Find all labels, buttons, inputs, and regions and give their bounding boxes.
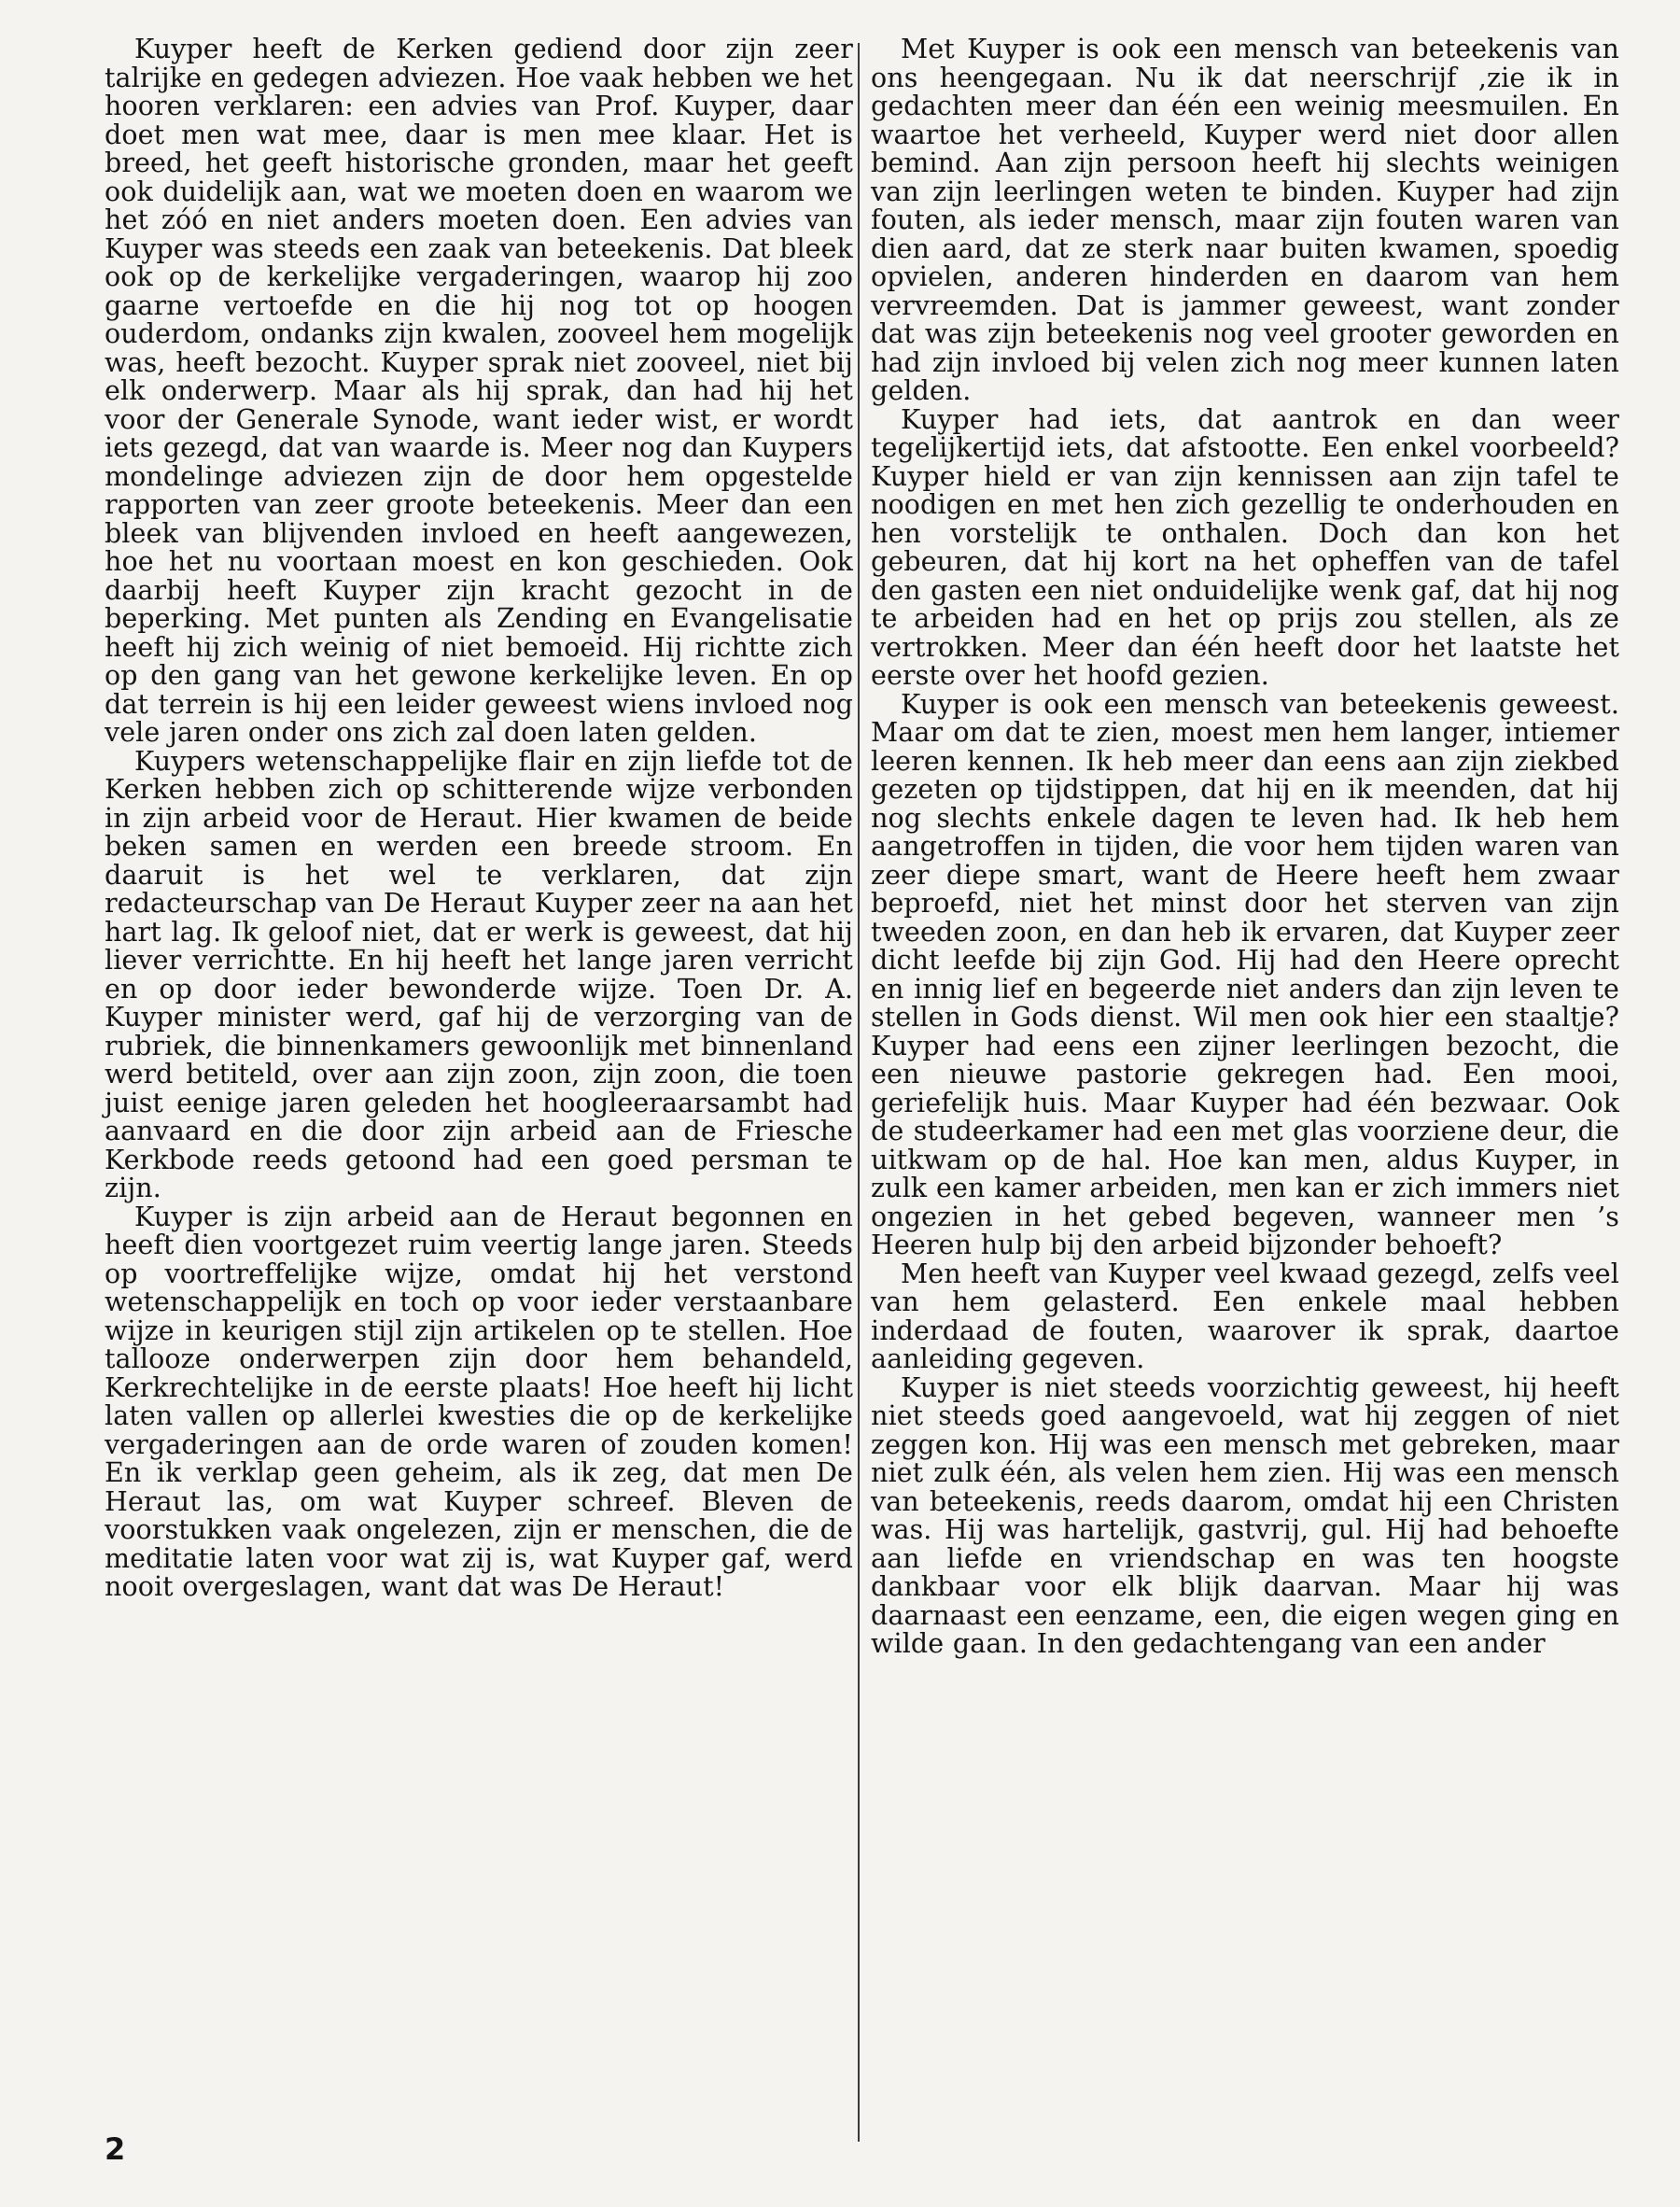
paragraph: Men heeft van Kuyper veel kwaad gezegd, zelfs veel van hem gelasterd. Een enkele maal hebben inderdaad de fouten, waarover ik sprak, daartoe aanleiding gegeven.	[871, 1258, 1619, 1374]
column-divider	[858, 43, 860, 2142]
left-column	[105, 35, 853, 1602]
page-number: 2	[105, 2131, 126, 2167]
paragraph: Kuyper is zijn arbeid aan de Heraut begonnen en heeft dien voortgezet ruim veertig lange jaren. Steeds op voortreffelijke wijze, omdat hij het verstond wetenschappelijk en toch op voor ieder verstaanbare wijze in keurigen stijl zijn artikelen op te stellen. Hoe tallooze onderwerpen zijn door hem behandeld, Kerkrechtelijke in de eerste plaats! Hoe heeft hij licht laten vallen op allerlei kwesties die op de kerkelijke vergaderingen aan de orde waren of zouden komen! En ik verklap geen geheim, als ik zeg, dat men De Heraut las, om wat Kuyper schreef. Bleven de voorstukken vaak ongelezen, zijn er menschen, die de meditatie laten voor wat zij is, wat Kuyper gaf, werd nooit overgeslagen, want dat was De Heraut!	[105, 1201, 853, 1602]
paragraph: Kuyper heeft de Kerken gediend door zijn zeer talrijke en gedegen adviezen. Hoe vaak hebben we het hooren verklaren: een advies van Prof. Kuyper, daar doet men wat mee, daar is men mee klaar. Het is breed, het geeft historische gronden, maar het geeft ook duidelijk aan, wat we moeten doen en waarom we het zóó en niet anders moeten doen. Een advies van Kuyper was steeds een zaak van beteekenis. Dat bleek ook op de kerkelijke vergaderingen, waarop hij zoo gaarne vertoefde en die hij nog tot op hoogen ouderdom, ondanks zijn kwalen, zooveel hem mogelijk was, heeft bezocht. Kuyper sprak niet zooveel, niet bij elk onderwerp. Maar als hij sprak, dan had hij het voor der Generale Synode, want ieder wist, er wordt iets gezegd, dat van waarde is. Meer nog dan Kuypers mondelinge adviezen zijn de door hem opgestelde rapporten van zeer groote beteekenis. Meer dan een bleek van blijvenden invloed en heeft aangewezen, hoe het nu voortaan moest en kon geschieden. Ook daarbij heeft Kuyper zijn kracht gezocht in de beperking. Met punten als Zending en Evangelisatie heeft hij zich weinig of niet bemoeid. Hij richtte zich op den gang van het gewone kerkelijke leven. En op dat terrein is hij een leider geweest wiens invloed nog vele jaren onder ons zich zal doen laten gelden.	[105, 34, 853, 748]
paragraph: Kuyper is niet steeds voorzichtig geweest, hij heeft niet steeds goed aangevoeld, wat hij zeggen of niet zeggen kon. Hij was een mensch met gebreken, maar niet zulk één, als velen hem zien. Hij was een mensch van beteekenis, reeds daarom, omdat hij een Christen was. Hij was hartelijk, gastvrij, gul. Hij had behoefte aan liefde en vriendschap en was ten hoogste dankbaar voor elk blijk daarvan. Maar hij was daarnaast een eenzame, een, die eigen wegen ging en wilde gaan. In den gedachtengang van een ander	[871, 1371, 1619, 1659]
paragraph: Kuyper is ook een mensch van beteekenis geweest. Maar om dat te zien, moest men hem langer, intiemer leeren kennen. Ik heb meer dan eens aan zijn ziekbed gezeten op tijdstippen, dat hij en ik meenden, dat hij nog slechts enkele dagen te leven had. Ik heb hem aangetroffen in tijden, die voor hem tijden waren van zeer diepe smart, want de Heere heeft hem zwaar beproefd, niet het minst door het sterven van zijn tweeden zoon, en dan heb ik ervaren, dat Kuyper zeer dicht leefde bij zijn God. Hij had den Heere oprecht en innig lief en begeerde niet anders dan zijn leven te stellen in Gods dienst. Wil men ook hier een staaltje? Kuyper had eens een zijner leerlingen bezocht, die een nieuwe pastorie gekregen had. Een mooi, geriefelijk huis. Maar Kuyper had één bezwaar. Ook de studeerkamer had een met glas voorziene deur, die uitkwam op de hal. Hoe kan men, aldus Kuyper, in zulk een kamer arbeiden, men kan er zich immers niet ongezien in het gebed begeven, wanneer men ’s Heeren hulp bij den arbeid bijzonder behoeft?	[871, 688, 1619, 1260]
paragraph: Met Kuyper is ook een mensch van beteekenis van ons heengegaan. Nu ik dat neerschrijf ,zie ik in gedachten meer dan één een weinig meesmuilen. En waartoe het verheeld, Kuyper werd niet door allen bemind. Aan zijn persoon heeft hij slechts weinigen van zijn leerlingen weten te binden. Kuyper had zijn fouten, als ieder mensch, maar zijn fouten waren van dien aard, dat ze sterk naar buiten kwamen, spoedig opvielen, anderen hinderden en daarom van hem vervreemden. Dat is jammer geweest, want zonder dat was zijn beteekenis nog veel grooter geworden en had zijn invloed bij velen zich nog meer kunnen laten gelden.	[871, 34, 1619, 406]
paragraph: Kuypers wetenschappelijke flair en zijn liefde tot de Kerken hebben zich op schitterende wijze verbonden in zijn arbeid voor de Heraut. Hier kwamen de beide beken samen en werden een breede stroom. En daaruit is het wel te verklaren, dat zijn redacteurschap van De Heraut Kuyper zeer na aan het hart lag. Ik geloof niet, dat er werk is geweest, dat hij liever verrichtte. En hij heeft het lange jaren verricht en op door ieder bewonderde wijze. Toen Dr. A. Kuyper minister werd, gaf hij de verzorging van de rubriek, die binnenkamers gewoonlijk met binnenland werd betiteld, over aan zijn zoon, zijn zoon, die toen juist eenige jaren geleden het hoogleeraarsambt had aanvaard en die door zijn arbeid aan de Friesche Kerkbode reeds getoond had een goed persman te zijn.	[105, 745, 853, 1203]
paragraph: Kuyper had iets, dat aantrok en dan weer tegelijkertijd iets, dat afstootte. Een enkel voorbeeld? Kuyper hield er van zijn kennissen aan zijn tafel te noodigen en met hen zich gezellig te onderhouden en hen vorstelijk te onthalen. Doch dan kon het gebeuren, dat hij kort na het opheffen van de tafel den gasten een niet onduidelijke wenk gaf, dat hij nog te arbeiden had en het op prijs zou stellen, als ze vertrokken. Meer dan één heeft door het laatste het eerste over het hoofd gezien.	[871, 403, 1619, 691]
right-column	[871, 35, 1619, 1659]
